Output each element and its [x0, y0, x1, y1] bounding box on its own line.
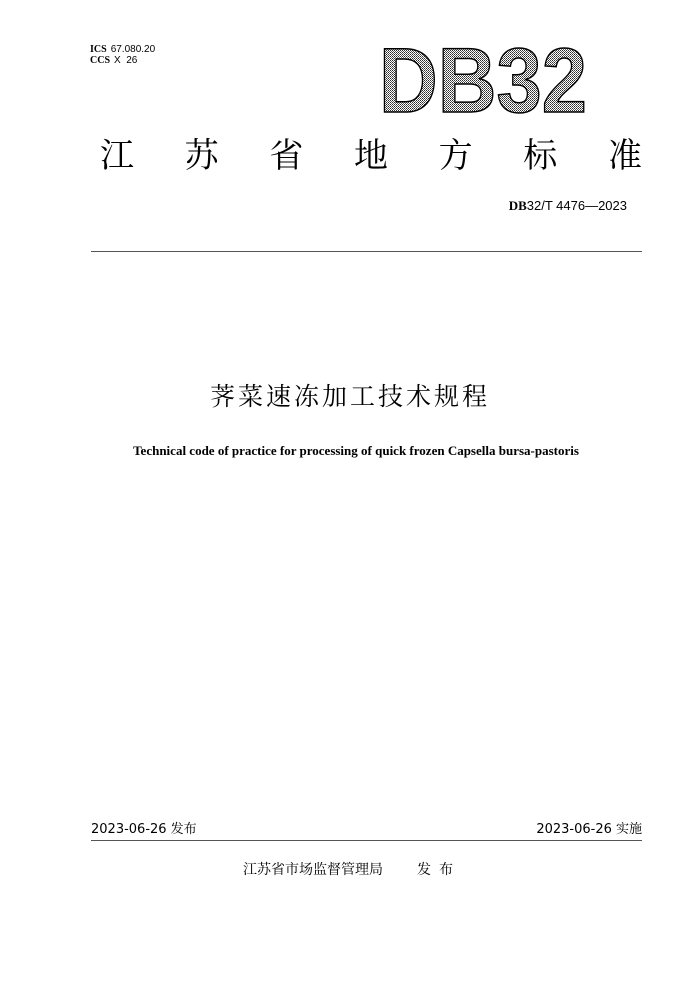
classification-codes	[90, 44, 155, 66]
title-char: 标	[523, 136, 558, 176]
title-char: 江	[100, 136, 134, 176]
standard-category-title	[100, 136, 642, 176]
ccs-value: X 26	[114, 55, 138, 66]
footer-divider	[91, 840, 642, 841]
document-title-zh: 荠菜速冻加工技术规程	[209, 382, 490, 411]
db32-logo-icon	[378, 30, 588, 132]
standard-number-rest: 32/T 4476—2023	[526, 198, 627, 213]
logo-text: DB32	[379, 30, 587, 132]
issuing-authority	[243, 861, 461, 879]
title-char: 苏	[184, 136, 219, 176]
implementation-date: 2023-06-26 实施	[536, 822, 642, 837]
ccs-label: CCS	[90, 55, 111, 66]
header-divider	[91, 251, 642, 252]
db32-logo-graphic	[378, 30, 588, 132]
ics-value: 67.080.20	[110, 44, 156, 55]
title-char: 省	[269, 136, 304, 176]
publish-label: 发布	[417, 862, 461, 878]
title-char: 准	[607, 136, 642, 176]
standard-number-prefix: DB	[508, 198, 527, 213]
title-char: 地	[353, 136, 388, 176]
standard-number	[509, 198, 627, 215]
title-char: 方	[438, 136, 473, 176]
issue-date: 2023-06-26 发布	[91, 822, 197, 837]
ics-label: ICS	[90, 44, 107, 55]
document-title-en: Technical code of practice for processing of quick frozen Capsella bursa-pastoris	[133, 443, 579, 458]
ccs-line	[90, 55, 155, 66]
issuer-name: 江苏省市场监督管理局	[243, 862, 383, 878]
ics-line	[90, 44, 155, 55]
